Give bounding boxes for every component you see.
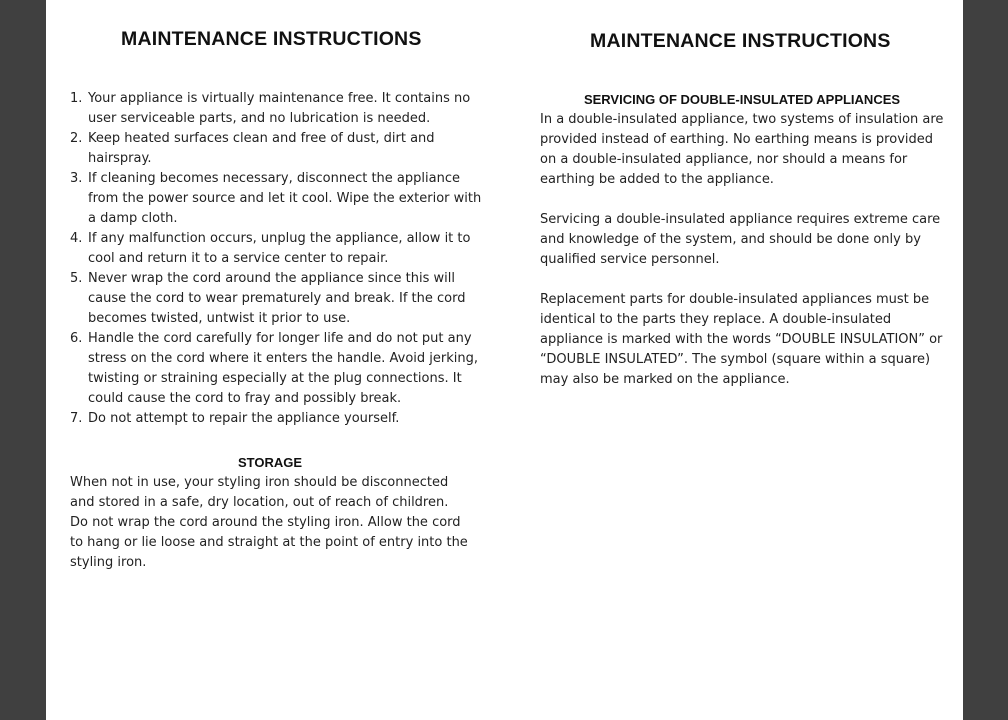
- right-page-title: MAINTENANCE INSTRUCTIONS: [590, 30, 891, 52]
- servicing-section: [540, 90, 944, 410]
- instruction-item: If any malfunction occurs, unplug the appliance, allow it to cool and return it to a service center to repair.: [88, 231, 471, 266]
- storage-section: [70, 453, 470, 573]
- instruction-item: Never wrap the cord around the appliance since this will cause the cord to wear prematurely and break. If the cord becomes twisted, untwist it prior to use.: [88, 271, 466, 326]
- servicing-paragraph: Servicing a double-insulated appliance requires extreme care and knowledge of the system, and should be done only by qualified service personnel.: [540, 212, 941, 267]
- servicing-paragraph: Replacement parts for double-insulated appliances must be identical to the parts they replace. A double-insulated appliance is marked with the words “DOUBLE INSULATION” or “DOUBLE INSULATED”. The symbol (square within a square) may also be marked on the appliance.: [540, 292, 943, 387]
- servicing-paragraph: In a double-insulated appliance, two systems of insulation are provided instead of earthing. No earthing means is provided on a double-insulated appliance, nor should a means for earthing be added to the appliance.: [540, 112, 944, 187]
- instruction-item: Do not attempt to repair the appliance yourself.: [88, 411, 400, 426]
- left-page-title: MAINTENANCE INSTRUCTIONS: [121, 28, 422, 50]
- instruction-item: Handle the cord carefully for longer life and do not put any stress on the cord where it enters the handle. Avoid jerking, twisting or straining especially at the plug connections. It could cause the cord to fray and possibly break.: [88, 331, 479, 406]
- storage-heading: STORAGE: [237, 455, 303, 470]
- storage-text: When not in use, your styling iron should be disconnected and stored in a safe, dry location, out of reach of children. Do not wrap the cord around the styling iron. Allow the cord to hang or lie loose and straight at the point of entry into the styling iron.: [70, 475, 468, 570]
- document-page: [46, 0, 963, 720]
- instruction-item: Your appliance is virtually maintenance free. It contains no user serviceable parts, and no lubrication is needed.: [88, 91, 471, 126]
- servicing-heading: SERVICING OF DOUBLE-INSULATED APPLIANCES: [583, 92, 901, 107]
- maintenance-instructions-list: [70, 89, 488, 429]
- instruction-item: Keep heated surfaces clean and free of dust, dirt and hairspray.: [88, 131, 435, 166]
- instruction-item: If cleaning becomes necessary, disconnect the appliance from the power source and let it cool. Wipe the exterior with a damp cloth.: [88, 171, 482, 226]
